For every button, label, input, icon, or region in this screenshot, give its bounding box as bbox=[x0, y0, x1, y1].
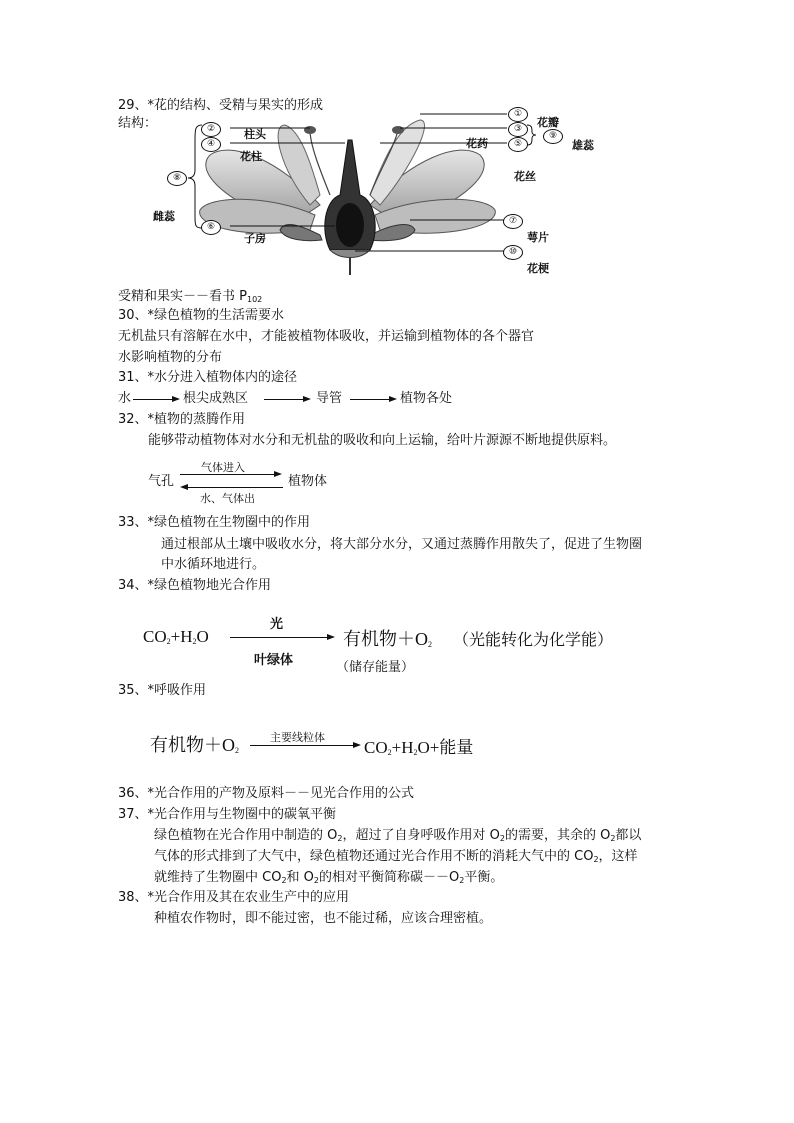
section-32-title: 32、*植物的蒸腾作用 bbox=[118, 412, 246, 427]
section-35-title: 35、*呼吸作用 bbox=[118, 683, 207, 698]
plant-body-word: 植物体 bbox=[288, 474, 328, 489]
arrowhead-3 bbox=[389, 396, 397, 402]
label-pistil: 雌蕊 bbox=[153, 210, 175, 223]
stomata-word: 气孔 bbox=[148, 474, 175, 489]
respiration-arrow bbox=[250, 745, 354, 746]
arrowhead-1 bbox=[172, 396, 180, 402]
label-filament: 花丝 bbox=[514, 170, 536, 183]
section-37-line-2: 气体的形式排到了大气中，绿色植物还通过光合作用不断的消耗大气中的 $CO_2$，这样 bbox=[154, 849, 638, 864]
energy-conversion-note: （光能转化为化学能） bbox=[453, 630, 614, 649]
arrowhead-out bbox=[180, 484, 188, 490]
water-word: 水 bbox=[118, 391, 132, 406]
structure-label: 结构： bbox=[118, 116, 158, 131]
number-2: ② bbox=[201, 122, 221, 137]
label-stigma: 柱头 bbox=[244, 128, 266, 141]
flower-illustration bbox=[170, 100, 550, 275]
respiration-products: $CO_2+H_2O+$能量 bbox=[364, 738, 474, 757]
mitochondria-condition: 主要线粒体 bbox=[270, 731, 325, 744]
water-gas-out-label: 水、气体出 bbox=[200, 492, 255, 505]
arrow-2 bbox=[264, 399, 304, 400]
section-38-line-1: 种植农作物时，即不能过密，也不能过稀，应该合理密植。 bbox=[154, 911, 493, 926]
section-33-line-2: 中水循环地进行。 bbox=[161, 557, 266, 572]
section-29-title: 29、*花的结构、受精与果实的形成 bbox=[118, 98, 324, 113]
section-38-title: 38、*光合作用及其在农业生产中的应用 bbox=[118, 890, 350, 905]
number-7: ⑦ bbox=[503, 214, 523, 229]
flower-diagram bbox=[170, 100, 550, 275]
respiration-arrowhead bbox=[353, 742, 361, 748]
section-30-line-1: 无机盐只有溶解在水中，才能被植物体吸收，并运输到植物体的各个器官 bbox=[118, 329, 535, 344]
photosynthesis-arrow bbox=[230, 637, 328, 638]
section-33-line-1: 通过根部从土壤中吸收水分，将大部分水分，又通过蒸腾作用散失了，促进了生物圈 bbox=[161, 537, 643, 552]
number-6: ⑥ bbox=[201, 220, 221, 235]
number-8: ⑧ bbox=[167, 171, 187, 186]
section-33-title: 33、*绿色植物在生物圈中的作用 bbox=[118, 515, 311, 530]
store-energy-note: （储存能量） bbox=[336, 660, 415, 675]
label-pedicel: 花梗 bbox=[527, 262, 549, 275]
arrowhead-in bbox=[274, 471, 282, 477]
arrow-1 bbox=[133, 399, 173, 400]
label-ovary: 子房 bbox=[244, 232, 266, 245]
arrow-in bbox=[180, 474, 275, 475]
respiration-reactants: 有机物$+O_2$ bbox=[150, 735, 239, 755]
section-37-line-3: 就维持了生物圈中 $CO_2$和 $O_2$的相对平衡简称碳$--O_2$平衡。 bbox=[154, 870, 504, 885]
label-petal: 花瓣 bbox=[537, 116, 559, 129]
vessel-word: 导管 bbox=[316, 391, 343, 406]
number-1: ① bbox=[508, 107, 528, 122]
number-10: ⑩ bbox=[503, 245, 523, 260]
arrow-out bbox=[188, 487, 283, 488]
number-4: ④ bbox=[201, 137, 221, 152]
section-30-line-2: 水影响植物的分布 bbox=[118, 350, 223, 365]
root-zone-word: 根尖成熟区 bbox=[183, 391, 249, 406]
section-36-title: 36、*光合作用的产物及原料－－见光合作用的公式 bbox=[118, 786, 415, 801]
photosynthesis-reactants: $CO_2+H_2O$ bbox=[143, 627, 209, 646]
arrowhead-2 bbox=[303, 396, 311, 402]
section-34-title: 34、*绿色植物地光合作用 bbox=[118, 578, 272, 593]
label-style: 花柱 bbox=[240, 150, 262, 163]
number-3: ③ bbox=[508, 122, 528, 137]
chloroplast-condition: 叶绿体 bbox=[254, 653, 294, 668]
section-32-line-1: 能够带动植物体对水分和无机盐的吸收和向上运输，给叶片源源不断地提供原料。 bbox=[148, 433, 617, 448]
light-condition: 光 bbox=[270, 617, 284, 632]
gas-in-label: 气体进入 bbox=[201, 461, 245, 474]
section-37-title: 37、*光合作用与生物圈中的碳氧平衡 bbox=[118, 807, 337, 822]
arrow-3 bbox=[350, 399, 390, 400]
label-sepal: 萼片 bbox=[527, 231, 549, 244]
section-31-title: 31、*水分进入植物体内的途径 bbox=[118, 370, 298, 385]
number-9: ⑨ bbox=[543, 129, 563, 144]
plant-parts-word: 植物各处 bbox=[400, 391, 453, 406]
photosynthesis-arrowhead bbox=[327, 634, 335, 640]
fertilization-line: 受精和果实－－看书 $P_{102}$ bbox=[118, 289, 263, 304]
section-30-title: 30、*绿色植物的生活需要水 bbox=[118, 308, 285, 323]
label-anther: 花药 bbox=[466, 137, 488, 150]
label-stamen: 雄蕊 bbox=[572, 139, 594, 152]
photosynthesis-products: 有机物$+O_2$ bbox=[343, 629, 432, 649]
number-5: ⑤ bbox=[508, 137, 528, 152]
section-37-line-1: 绿色植物在光合作用中制造的 $O_2$，超过了自身呼吸作用对 $O_2$的需要，其余的 $O_2$都以 bbox=[154, 828, 642, 843]
